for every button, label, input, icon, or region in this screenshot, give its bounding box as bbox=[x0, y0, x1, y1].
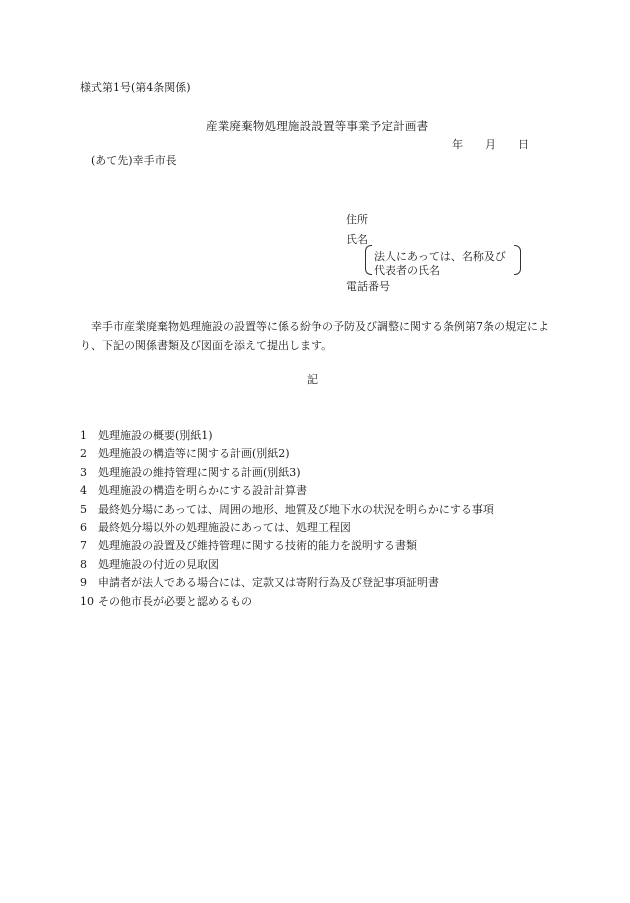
list-item bbox=[80, 577, 494, 595]
item-number: 3 bbox=[80, 465, 87, 479]
corporate-note-line2: 代表者の氏名 bbox=[374, 264, 440, 277]
item-number: 2 bbox=[80, 447, 87, 461]
corporate-note-line1: 法人にあっては、名称及び bbox=[374, 250, 506, 263]
item-number: 4 bbox=[80, 484, 87, 498]
date-year-label: 年 bbox=[452, 138, 463, 151]
item-text: 最終処分場にあっては、周囲の地形、地質及び地下水の状況を明らかにする事項 bbox=[98, 502, 494, 516]
item-text: 処理施設の構造等に関する計画(別紙2) bbox=[98, 447, 290, 461]
item-text: 処理施設の概要(別紙1) bbox=[98, 429, 213, 442]
item-text: 処理施設の構造を明らかにする設計計算書 bbox=[98, 484, 307, 498]
item-number: 5 bbox=[80, 502, 87, 516]
list-item bbox=[80, 504, 494, 522]
item-text: 処理施設の付近の見取図 bbox=[98, 557, 219, 571]
item-number: 1 bbox=[80, 429, 87, 442]
list-item bbox=[80, 485, 494, 503]
item-text: 処理施設の維持管理に関する計画(別紙3) bbox=[98, 465, 301, 479]
list-item bbox=[80, 522, 494, 540]
item-text: 最終処分場以外の処理施設にあっては、処理工程図 bbox=[98, 520, 351, 534]
applicant-address-label: 住所 bbox=[346, 213, 368, 226]
form-number: 様式第1号(第4条関係) bbox=[80, 81, 191, 94]
right-bracket bbox=[514, 245, 521, 275]
list-item bbox=[80, 596, 494, 614]
date-day-label: 日 bbox=[518, 138, 529, 151]
list-item bbox=[80, 448, 494, 466]
date-month-label: 月 bbox=[485, 138, 496, 151]
list-item bbox=[80, 430, 494, 448]
list-item bbox=[80, 540, 494, 558]
item-number: 7 bbox=[80, 539, 87, 553]
item-text: その他市長が必要と認めるもの bbox=[98, 594, 252, 608]
list-item bbox=[80, 467, 494, 485]
list-item bbox=[80, 559, 494, 577]
ki-heading: 記 bbox=[307, 373, 318, 386]
left-bracket bbox=[365, 245, 372, 275]
item-number: 9 bbox=[80, 576, 87, 590]
addressee: (あて先)幸手市長 bbox=[91, 154, 177, 167]
body-paragraph: 幸手市産業廃棄物処理施設の設置等に係る紛争の予防及び調整に関する条例第7条の規定により、下記の関係書類及び図面を添えて提出します。 bbox=[80, 320, 549, 352]
attachment-list bbox=[80, 430, 494, 614]
item-text: 申請者が法人である場合には、定款又は寄附行為及び登記事項証明書 bbox=[98, 576, 439, 590]
item-number: 6 bbox=[80, 520, 87, 534]
applicant-name-label: 氏名 bbox=[346, 233, 368, 246]
item-text: 処理施設の設置及び維持管理に関する技術的能力を説明する書類 bbox=[98, 539, 417, 553]
date-line bbox=[452, 139, 529, 150]
applicant-phone-label: 電話番号 bbox=[346, 280, 390, 293]
item-number: 8 bbox=[80, 557, 87, 571]
item-number: 10 bbox=[80, 594, 94, 608]
document-title: 産業廃棄物処理施設設置等事業予定計画書 bbox=[206, 119, 429, 133]
